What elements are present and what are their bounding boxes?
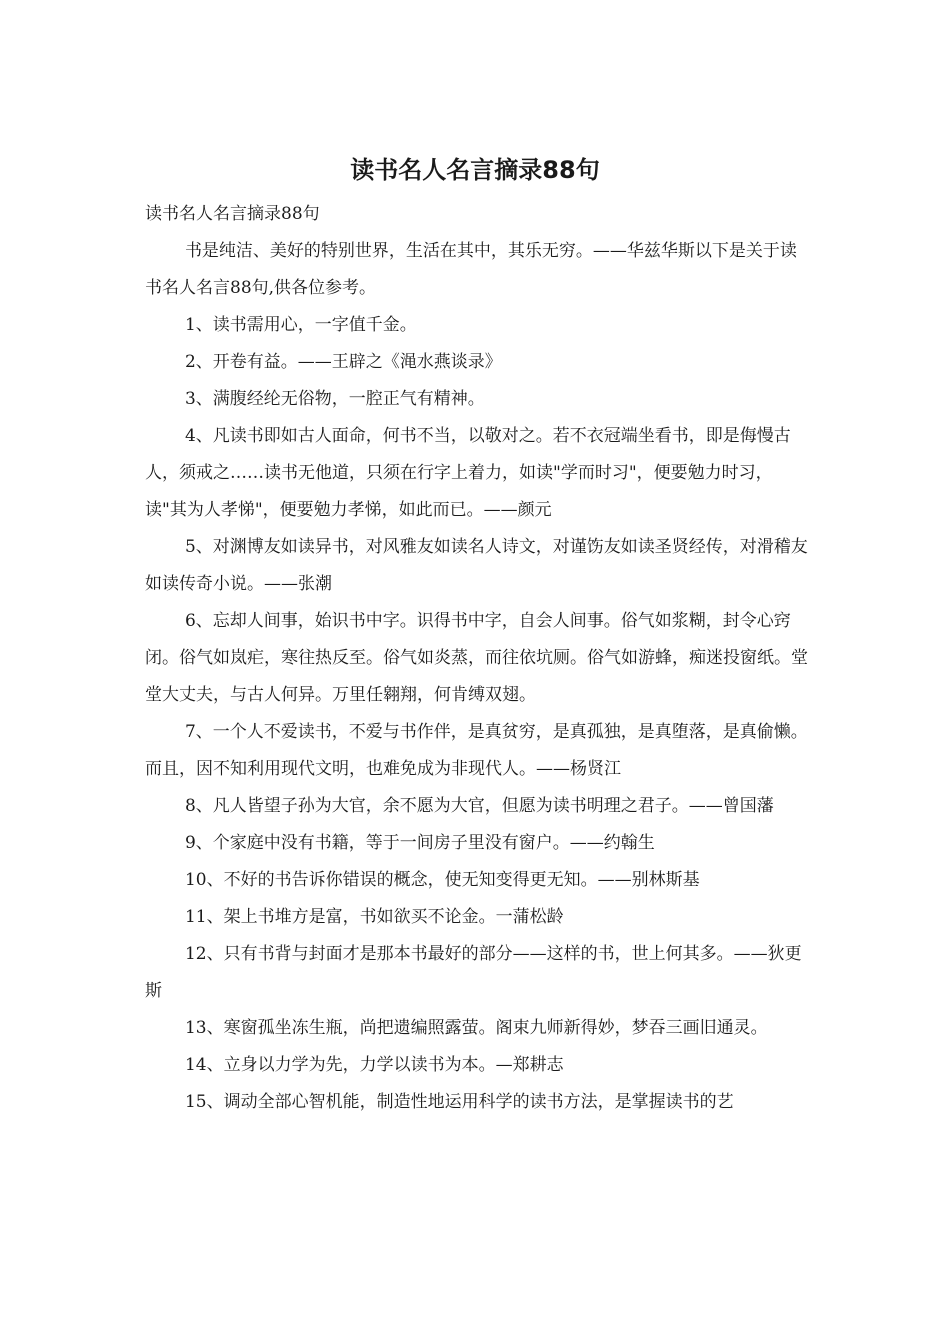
document-subtitle: 读书名人名言摘录88句 — [145, 204, 320, 224]
quote-paragraph: 1、读书需用心，一字值千金。 — [184, 315, 417, 335]
document-body — [145, 196, 810, 1121]
quote-paragraph: 12、只有书背与封面才是那本书最好的部分——这样的书，世上何其多。——狄更斯 — [145, 944, 802, 1001]
quote-paragraph: 8、凡人皆望子孙为大官，余不愿为大官，但愿为读书明理之君子。——曾国藩 — [184, 796, 774, 816]
document-title: 读书名人名言摘录88句 — [350, 156, 600, 184]
intro-paragraph: 书是纯洁、美好的特别世界，生活在其中，其乐无穷。——华兹华斯以下是关于读书名人名言88句,供各位参考。 — [145, 241, 797, 298]
quote-paragraph: 14、立身以力学为先，力学以读书为本。—郑耕志 — [184, 1055, 564, 1075]
quote-paragraph: 15、调动全部心智机能，制造性地运用科学的读书方法，是掌握读书的艺 — [184, 1092, 734, 1112]
quote-paragraph: 9、个家庭中没有书籍，等于一间房子里没有窗户。——约翰生 — [184, 833, 655, 853]
quote-paragraph: 5、对渊博友如读异书，对风雅友如读名人诗文，对谨饬友如读圣贤经传，对滑稽友如读传奇小说。——张潮 — [145, 537, 808, 594]
quote-paragraph: 2、开卷有益。——王辟之《渑水燕谈录》 — [184, 352, 502, 372]
quote-paragraph: 3、满腹经纶无俗物，一腔正气有精神。 — [184, 389, 485, 409]
quote-paragraph: 11、架上书堆方是富，书如欲买不论金。一蒲松龄 — [184, 907, 564, 927]
quote-paragraph: 7、一个人不爱读书，不爱与书作伴，是真贫穷，是真孤独，是真堕落，是真偷懒。而且，因不知利用现代文明，也难免成为非现代人。——杨贤江 — [145, 722, 808, 779]
quote-paragraph: 6、忘却人间事，始识书中字。识得书中字，自会人间事。俗气如浆糊，封令心窍闭。俗气如岚疟，寒往热反至。俗气如炎蒸，而往依坑厕。俗气如游蜂，痴迷投窗纸。堂堂大丈夫，与古人何异。万里任翱翔，何肯缚双翅。 — [145, 611, 808, 705]
quote-paragraph: 4、凡读书即如古人面命，何书不当，以敬对之。若不衣冠端坐看书，即是侮慢古人，须戒之……读书无他道，只须在行字上着力，如读"学而时习"，便要勉力时习，读"其为人孝悌"，便要勉力孝悌，如此而已。——颜元 — [145, 426, 791, 520]
quote-paragraph: 10、不好的书告诉你错误的概念，使无知变得更无知。——别林斯基 — [184, 870, 700, 890]
quote-paragraph: 13、寒窗孤坐冻生瓶，尚把遗编照露萤。阁束九师新得妙，梦吞三画旧通灵。 — [184, 1018, 768, 1038]
